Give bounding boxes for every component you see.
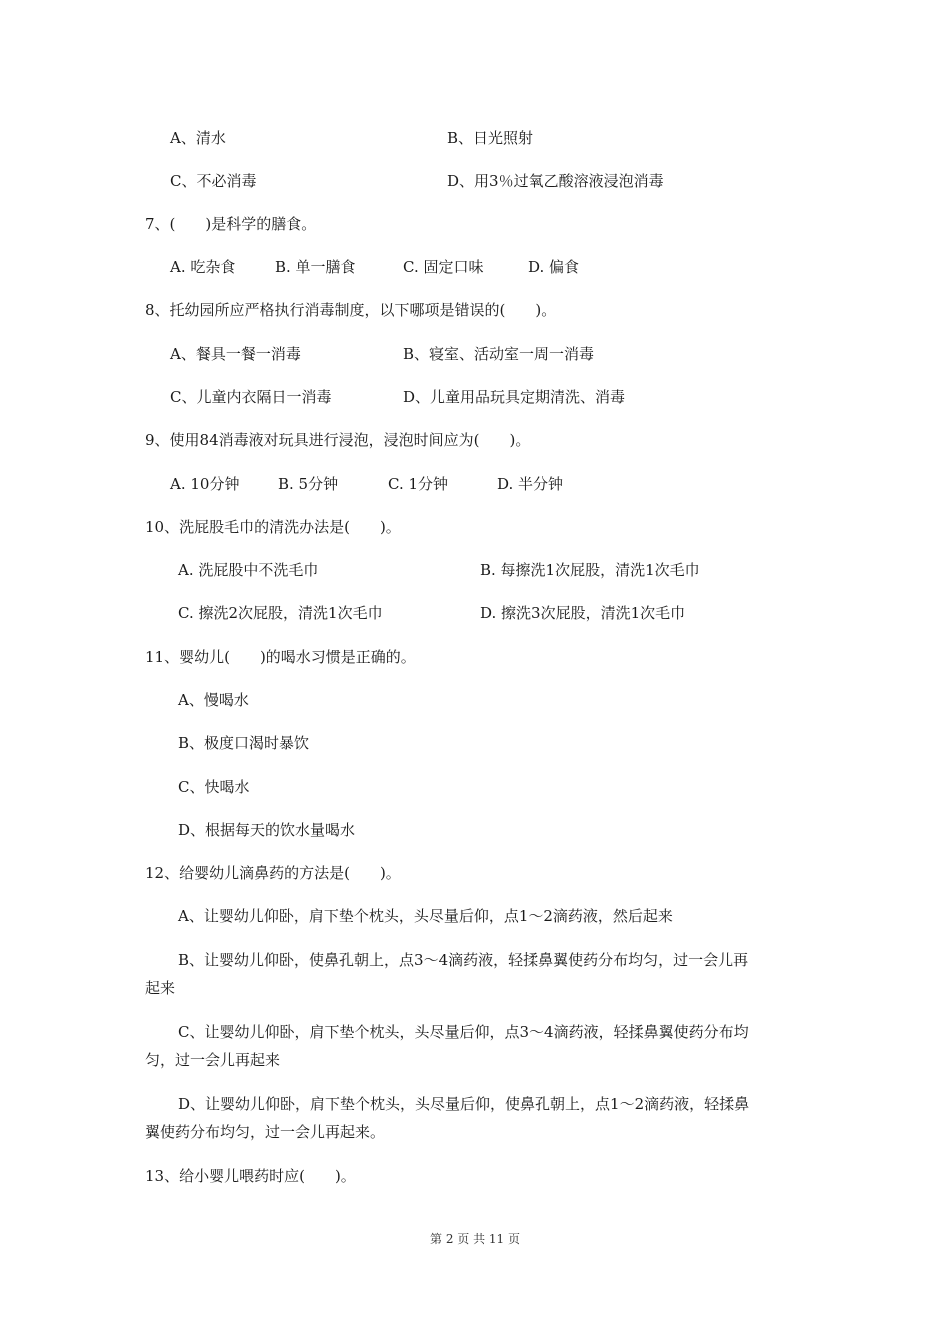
q12-option-b-line1: B、让婴幼儿仰卧，使鼻孔朝上，点3～4滴药液，轻揉鼻翼使药分布均匀，过一会儿再	[178, 951, 749, 969]
q11-option-a: A、慢喝水	[178, 691, 249, 709]
q12-option-c-line2: 匀，过一会儿再起来	[145, 1051, 281, 1069]
q8-stem: 8、托幼园所应严格执行消毒制度，以下哪项是错误的( )。	[145, 301, 557, 319]
q7-option-b: B. 单一膳食	[275, 258, 356, 276]
q9-option-b: B. 5分钟	[278, 475, 339, 493]
q6-option-b: B、日光照射	[447, 129, 534, 147]
q10-option-c: C. 擦洗2次屁股，清洗1次毛巾	[178, 604, 383, 622]
q9-option-c: C. 1分钟	[388, 475, 449, 493]
q6-option-a: A、清水	[170, 129, 226, 147]
q7-option-d: D. 偏食	[528, 258, 580, 276]
q11-option-b: B、极度口渴时暴饮	[178, 734, 310, 752]
q10-option-d: D. 擦洗3次屁股，清洗1次毛巾	[480, 604, 686, 622]
q11-stem: 11、婴幼儿( )的喝水习惯是正确的。	[145, 648, 416, 666]
q9-stem: 9、使用84消毒液对玩具进行浸泡，浸泡时间应为( )。	[145, 431, 531, 449]
q10-option-a: A. 洗屁股中不洗毛巾	[178, 561, 319, 579]
q8-option-b: B、寝室、活动室一周一消毒	[403, 345, 595, 363]
q7-option-a: A. 吃杂食	[170, 258, 236, 276]
q12-option-a: A、让婴幼儿仰卧，肩下垫个枕头，头尽量后仰，点1～2滴药液，然后起来	[178, 907, 673, 925]
q11-option-c: C、快喝水	[178, 778, 250, 796]
q13-stem: 13、给小婴儿喂药时应( )。	[145, 1167, 356, 1185]
q8-option-c: C、儿童内衣隔日一消毒	[170, 388, 332, 406]
q12-stem: 12、给婴幼儿滴鼻药的方法是( )。	[145, 864, 401, 882]
q12-option-c-line1: C、让婴幼儿仰卧，肩下垫个枕头，头尽量后仰，点3～4滴药液，轻揉鼻翼使药分布均	[178, 1023, 749, 1041]
q8-option-d: D、儿童用品玩具定期清洗、消毒	[403, 388, 626, 406]
q12-option-b-line2: 起来	[145, 979, 176, 997]
q9-option-d: D. 半分钟	[497, 475, 564, 493]
q11-option-d: D、根据每天的饮水量喝水	[178, 821, 356, 839]
q6-option-d: D、用3％过氧乙酸溶液浸泡消毒	[447, 172, 664, 190]
q7-stem: 7、( )是科学的膳食。	[145, 215, 317, 233]
q9-option-a: A. 10分钟	[170, 475, 240, 493]
q6-option-c: C、不必消毒	[170, 172, 257, 190]
q12-option-d-line1: D、让婴幼儿仰卧，肩下垫个枕头，头尽量后仰，使鼻孔朝上，点1～2滴药液，轻揉鼻	[178, 1095, 750, 1113]
q10-option-b: B. 每擦洗1次屁股，清洗1次毛巾	[480, 561, 700, 579]
q10-stem: 10、洗屁股毛巾的清洗办法是( )。	[145, 518, 401, 536]
q12-option-d-line2: 翼使药分布均匀，过一会儿再起来。	[145, 1123, 386, 1141]
q7-option-c: C. 固定口味	[403, 258, 484, 276]
q8-option-a: A、餐具一餐一消毒	[170, 345, 301, 363]
page-footer: 第 2 页 共 11 页	[430, 1232, 520, 1246]
